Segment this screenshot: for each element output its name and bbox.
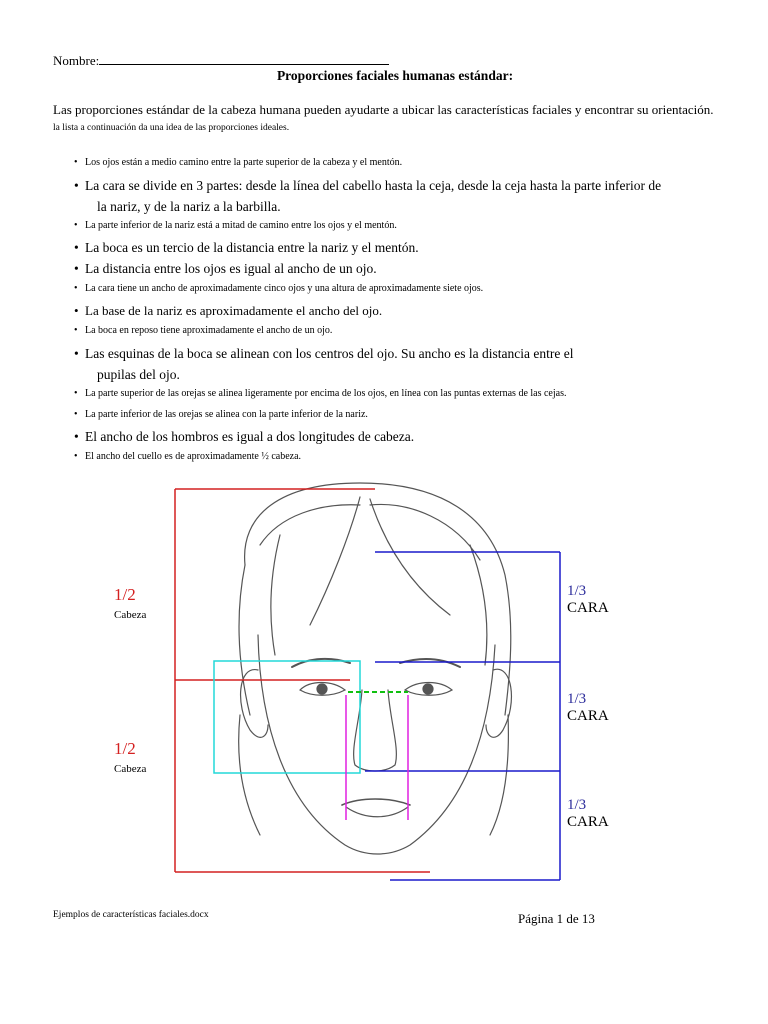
word-label: Cabeza: [114, 763, 147, 775]
list-item: • La boca es un tercio de la distancia entre la nariz y el mentón.: [74, 238, 714, 259]
label-third-face-3: [567, 797, 609, 831]
list-item: • Las esquinas de la boca se alinean con los centros del ojo. Su ancho es la distancia entre el pupilas del ojo.: [74, 343, 714, 385]
fraction-label: 1/3: [567, 691, 587, 707]
list-item: • La parte superior de las orejas se alinea ligeramente por encima de los ojos, en línea con las puntas externas de las cejas.: [74, 385, 714, 406]
bullet-icon: •: [74, 157, 78, 168]
fraction-label: 1/3: [567, 797, 587, 813]
bullet-icon: •: [74, 325, 78, 336]
page-title: Proporciones faciales humanas estándar:: [276, 68, 514, 83]
list-item: • El ancho del cuello es de aproximadamente ½ cabeza.: [74, 448, 714, 469]
word-label: CARA: [567, 708, 609, 724]
list-item: • La boca en reposo tiene aproximadamente el ancho de un ojo.: [74, 322, 714, 343]
label-half-head-top: [114, 585, 146, 621]
bullet-icon: •: [74, 429, 79, 444]
name-field: [53, 52, 389, 69]
bullet-icon: •: [74, 261, 79, 276]
bullet-icon: •: [74, 346, 79, 361]
fraction-label: 1/3: [567, 583, 587, 599]
list-item: • La base de la nariz es aproximadamente el ancho del ojo.: [74, 303, 383, 318]
bullet-icon: •: [74, 388, 78, 399]
list-item: • Los ojos están a medio camino entre la parte superior de la cabeza y el mentón.: [74, 154, 714, 175]
face-proportions-figure: [110, 475, 630, 885]
bullet-icon: •: [74, 240, 79, 255]
bullet-icon: •: [74, 409, 78, 420]
label-third-face-2: [567, 691, 609, 725]
bullet-icon: •: [74, 220, 78, 231]
name-blank-line: [99, 52, 389, 65]
word-label: Cabeza: [114, 609, 147, 621]
label-half-head-bottom: [114, 739, 146, 775]
face-sketch: [239, 483, 512, 854]
list-item: • El ancho de los hombros es igual a dos longitudes de cabeza.: [74, 427, 714, 448]
name-label: Nombre:: [53, 53, 100, 68]
label-third-face-1: [567, 583, 609, 617]
proportions-list: [74, 154, 714, 469]
fraction-label: 1/2: [114, 585, 136, 604]
bullet-icon: •: [74, 283, 78, 294]
blue-face-bracket: [365, 552, 560, 880]
intro-paragraph: Las proporciones estándar de la cabeza humana pueden ayudarte a ubicar las características faciales y encontrar su orientación.: [53, 102, 714, 117]
face-sketch-illustration: [110, 475, 630, 885]
list-item: • La distancia entre los ojos es igual al ancho de un ojo.: [74, 259, 714, 280]
list-item: • La cara se divide en 3 partes: desde la línea del cabello hasta la ceja, desde la ceja hasta la parte inferior de la nariz, y de la nariz a la barbilla.: [74, 175, 714, 217]
fraction-label: 1/2: [114, 739, 136, 758]
cyan-ear-box: [214, 661, 360, 773]
list-item: • La cara tiene un ancho de aproximadamente cinco ojos y una altura de aproximadamente siete ojos.: [74, 280, 714, 301]
footer-filename: Ejemplos de características faciales.docx: [53, 910, 209, 920]
bullet-icon: •: [74, 303, 79, 318]
word-label: CARA: [567, 814, 609, 830]
bullet-icon: •: [74, 178, 79, 193]
bullet-icon: •: [74, 451, 78, 462]
word-label: CARA: [567, 600, 609, 616]
list-item: • La parte inferior de las orejas se alinea con la parte inferior de la nariz.: [74, 406, 714, 427]
footer-page-number: Página 1 de 13: [518, 911, 595, 926]
list-item: • La parte inferior de la nariz está a mitad de camino entre los ojos y el mentón.: [74, 217, 714, 238]
intro-note: la lista a continuación da una idea de las proporciones ideales.: [53, 123, 290, 133]
